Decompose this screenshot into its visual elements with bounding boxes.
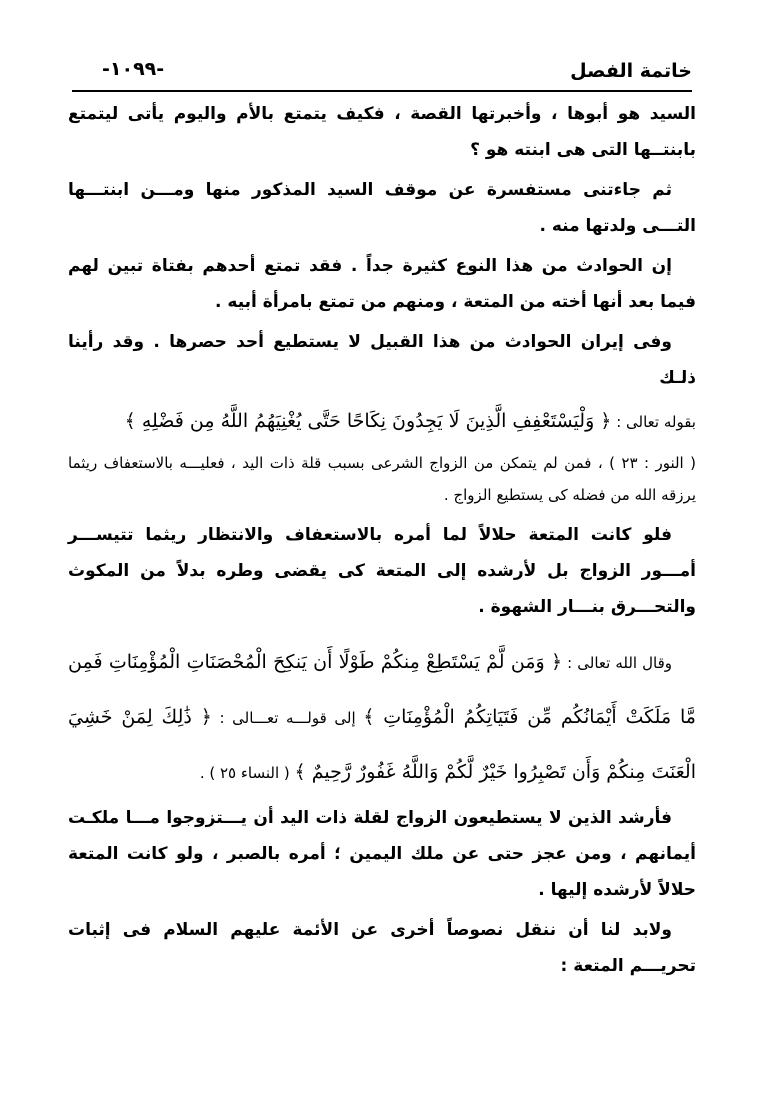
page-header	[72, 50, 692, 92]
paragraph-5	[68, 396, 696, 447]
paragraph-6: ( النور : ٢٣ ) ، فمن لم يتمكن من الزواج الشرعى بسبب قلة ذات اليد ، فعليـــه بالاستعفاف ريثما يرزقه الله من فضله كى يستطيع الزواج .	[68, 454, 696, 504]
quran-verse: ﴿ وَلْيَسْتَعْفِفِ الَّذِينَ لَا يَجِدُونَ نِكَاحًا حَتَّى يُغْنِيَهُمُ اللَّهُ مِن فَضْلِهِ ﴾	[124, 410, 612, 432]
page-number: -١٠٩٩-	[102, 58, 165, 80]
chapter-title: خاتمة الفصل	[570, 60, 692, 82]
verse-intro: وقال الله تعالى :	[567, 654, 673, 672]
paragraph-9: فأرشد الذين لا يستطيعون الزواج لقلة ذات اليد أن يـــتزوجوا مـــا ملكـت أيمانهم ، ومن عجز حتى عن ملك اليمين ؛ أمره بالصبر ، ولو كانت المتعة حلالاً لأرشده إليها .	[68, 808, 696, 900]
paragraph-4: وفى إيران الحوادث من هذا القبيل لا يستطيع أحد حصرها . وقد رأينا ذلـك	[68, 332, 696, 388]
verse-reference: ( النساء ٢٥ ) .	[199, 764, 290, 782]
paragraph-3: إن الحوادث من هذا النوع كثيرة جداً . فقد تمتع أحدهم بفتاة تبين لهم فيما بعد أنها أخته من المتعة ، ومنهم من تمتع بامرأة أبيه .	[68, 256, 696, 312]
paragraph-2: ثم جاءتنى مستفسرة عن موقف السيد المذكور منها ومـــن ابنتـــها التـــى ولدتها منه .	[68, 180, 696, 236]
paragraph-1: السيد هو أبوها ، وأخبرتها القصة ، فكيف يتمتع بالأم واليوم يأتى ليتمتع بابنتــها التى هى ابنته هو ؟	[68, 104, 696, 160]
body-text	[68, 96, 696, 988]
quran-verse: ﴿ ذَٰلِكَ لِمَنْ خَشِيَ الْعَنَتَ مِنكُمْ وَأَن تَصْبِرُوا خَيْرٌ لَّكُمْ وَاللَّهُ غَفُورٌ رَّحِيمٌ ﴾	[68, 706, 696, 783]
paragraph-7: فلو كانت المتعة حلالاً لما أمره بالاستعفاف والانتظار ريثما تتيســـر أمـــور الزواج بل لأرشده إلى المتعة كى يقضى وطره بدلاً من المكوث والتحـــرق بنـــار الشهوة .	[68, 525, 696, 617]
quran-verse: ﴿ وَمَن لَّمْ يَسْتَطِعْ مِنكُمْ طَوْلًا أَن يَنكِحَ الْمُحْصَنَاتِ الْمُؤْمِنَاتِ فَمِن مَّا مَلَكَتْ أَيْمَانُكُم مِّن فَتَيَاتِكُمُ الْمُؤْمِنَاتِ ﴾	[68, 651, 696, 728]
paragraph-10: ولابد لنا أن ننقل نصوصاً أخرى عن الأئمة عليهم السلام فى إثبات تحريـــم المتعة :	[68, 920, 696, 976]
verse-intro: بقوله تعالى :	[616, 413, 696, 431]
paragraph-8	[68, 635, 696, 800]
verse-continuation: إلى قولـــه تعـــالى :	[219, 709, 356, 727]
